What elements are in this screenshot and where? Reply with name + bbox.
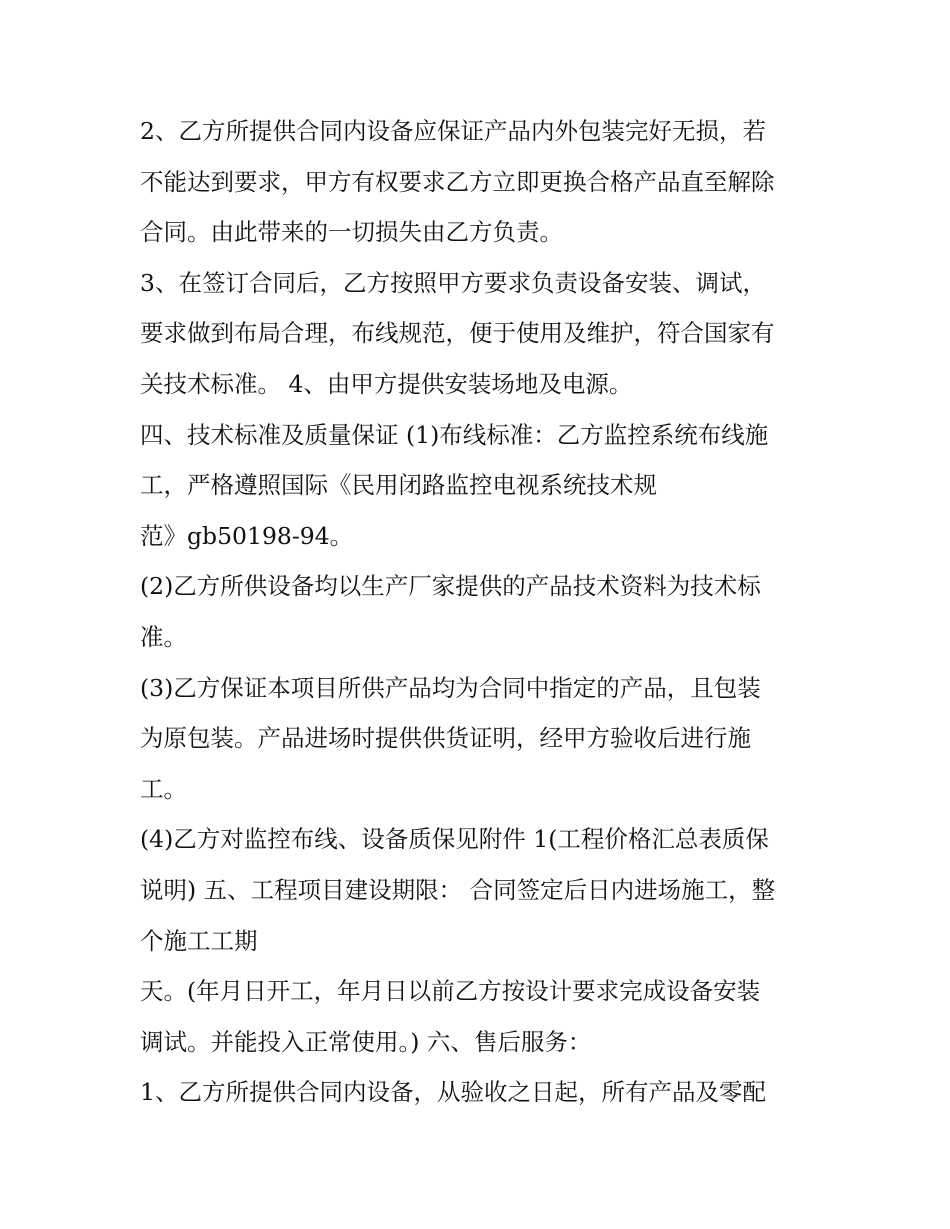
text-line: 调试。并能投入正常使用。) 六、售后服务： [140, 1028, 592, 1056]
text-line: 说明) 五、工程项目建设期限： 合同签定后日内进场施工，整 [140, 876, 776, 904]
text-line: 范》gb50198-94。 [140, 522, 354, 550]
text-line: 1、乙方所提供合同内设备，从验收之日起，所有产品及零配 [140, 1078, 766, 1106]
text-line: (2)乙方所供设备均以生产厂家提供的产品技术资料为技术标 [140, 572, 761, 600]
text-line: 不能达到要求，甲方有权要求乙方立即更换合格产品直至解除 [140, 168, 775, 196]
text-line: 天。(年月日开工，年月日以前乙方按设计要求完成设备安装 [140, 977, 761, 1005]
text-line: (4)乙方对监控布线、设备质保见附件 1(工程价格汇总表质保 [140, 825, 769, 853]
text-line: 3、在签订合同后，乙方按照甲方要求负责设备安装、调试， [140, 269, 766, 297]
text-line: 为原包装。产品进场时提供供货证明，经甲方验收后进行施 [140, 724, 751, 752]
text-line: 四、技术标准及质量保证 (1)布线标准：乙方监控系统布线施 [140, 421, 769, 449]
text-line: 2、乙方所提供合同内设备应保证产品内外包装完好无损，若 [140, 117, 766, 145]
text-line: 合同。由此带来的一切损失由乙方负责。 [140, 218, 563, 246]
text-line: 要求做到布局合理，布线规范，便于使用及维护，符合国家有 [140, 319, 775, 347]
text-line: 关技术标准。 4、由甲方提供安装场地及电源。 [140, 370, 633, 398]
text-line: 工，严格遵照国际《民用闭路监控电视系统技术规 [140, 471, 657, 499]
text-line: 个施工工期 [140, 927, 258, 955]
text-line: (3)乙方保证本项目所供产品均为合同中指定的产品，且包装 [140, 674, 761, 702]
text-line: 工。 [140, 775, 187, 803]
text-line: 准。 [140, 623, 187, 651]
